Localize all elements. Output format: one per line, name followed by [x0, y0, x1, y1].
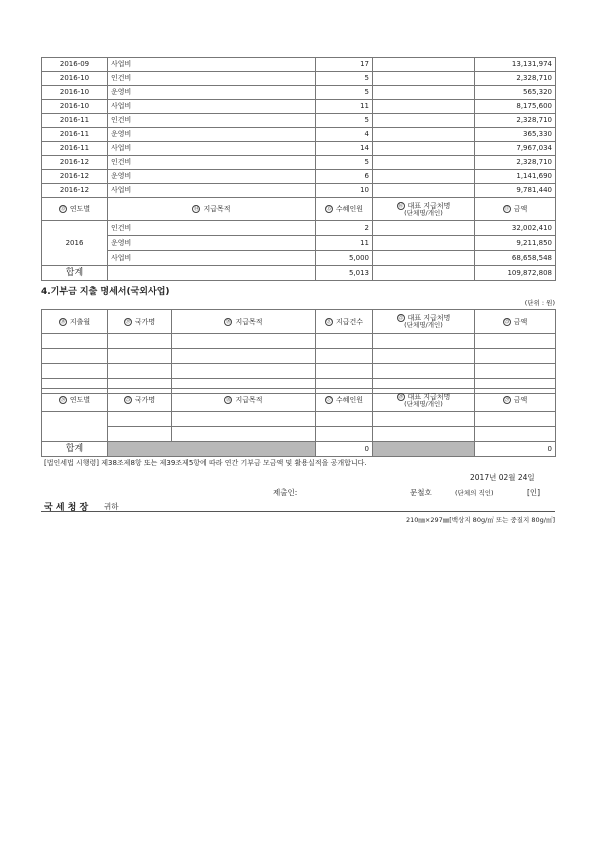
fh-count — [316, 310, 373, 334]
fh-country-num: ⑲ — [125, 318, 131, 325]
monthly-type: 운영비 — [108, 128, 316, 142]
yearly-count: 5,000 — [316, 251, 373, 266]
monthly-row — [42, 100, 556, 114]
fyh-payee — [373, 389, 475, 412]
fyh-recipients-label: 수혜인원 — [335, 396, 364, 404]
foreign-total-row — [42, 442, 556, 457]
fyh-purpose-num: ㉖ — [225, 397, 231, 403]
yearly-header-row — [42, 198, 556, 221]
blank-row — [42, 412, 556, 427]
fh-amount — [475, 310, 556, 334]
fyh-amount — [475, 389, 556, 412]
total-label: 합계 — [42, 266, 108, 281]
monthly-count: 5 — [316, 72, 373, 86]
foreign-total-label: 합계 — [42, 442, 108, 457]
total-amount: 109,872,808 — [475, 266, 556, 281]
header-payee-num: ⑯ — [398, 202, 404, 209]
monthly-month: 2016-10 — [42, 72, 108, 86]
monthly-month: 2016-10 — [42, 100, 108, 114]
monthly-type: 사업비 — [108, 184, 316, 198]
monthly-type: 운영비 — [108, 170, 316, 184]
monthly-payee — [373, 86, 475, 100]
monthly-payee — [373, 170, 475, 184]
fyh-year — [42, 389, 108, 412]
monthly-row — [42, 114, 556, 128]
header-purpose — [108, 198, 316, 221]
monthly-amount: 565,320 — [475, 86, 556, 100]
monthly-month: 2016-12 — [42, 156, 108, 170]
yearly-amount: 68,658,548 — [475, 251, 556, 266]
header-year-label: 연도별 — [69, 205, 91, 213]
monthly-month: 2016-11 — [42, 142, 108, 156]
fh-payee — [373, 310, 475, 334]
monthly-amount: 9,781,440 — [475, 184, 556, 198]
monthly-row — [42, 170, 556, 184]
header-payee-sub: (단체명/개인) — [404, 208, 443, 217]
section4-title: 4.기부금 지출 명세서(국외사업) — [41, 287, 170, 297]
yearly-row — [42, 221, 556, 236]
monthly-row — [42, 142, 556, 156]
recipient: 국 세 청 장 — [44, 503, 89, 513]
yearly-payee — [373, 221, 475, 236]
monthly-amount: 2,328,710 — [475, 72, 556, 86]
submitter-name: 문철호 — [410, 488, 432, 497]
monthly-type: 인건비 — [108, 114, 316, 128]
unit-label: (단위 : 원) — [524, 299, 555, 307]
yearly-row — [42, 251, 556, 266]
monthly-count: 5 — [316, 86, 373, 100]
monthly-row — [42, 128, 556, 142]
fyh-payee-sub: (단체명/개인) — [404, 399, 443, 408]
yearly-type: 인건비 — [108, 221, 316, 236]
header-purpose-label: 지급목적 — [203, 205, 231, 213]
header-year — [42, 198, 108, 221]
fh-payee-sub: (단체명/개인) — [404, 321, 443, 329]
monthly-count: 6 — [316, 170, 373, 184]
submitter-label: 제출인: — [273, 488, 298, 497]
header-recipients — [316, 198, 373, 221]
fh-country-label: 국가명 — [134, 317, 156, 326]
fh-count-num: ㉑ — [326, 318, 332, 325]
monthly-type: 인건비 — [108, 156, 316, 170]
monthly-amount: 365,330 — [475, 128, 556, 142]
submission-date: 2017년 02월 24일 — [470, 473, 535, 482]
monthly-type: 운영비 — [108, 86, 316, 100]
fh-payee-num: ㉒ — [398, 315, 404, 321]
law-text: [법인세법 시행령] 제38조제8항 또는 제39조제5항에 따라 연간 기부금 모금액 및 활용실적을 공개합니다. — [44, 459, 367, 467]
total-row — [42, 266, 556, 281]
blank-row — [42, 427, 556, 442]
yearly-year: 2016 — [42, 221, 108, 266]
yearly-count: 2 — [316, 221, 373, 236]
seal-mark: [인] — [527, 488, 541, 497]
header-payee-label: 대표 지급처명 — [407, 201, 451, 210]
monthly-row — [42, 86, 556, 100]
monthly-row — [42, 156, 556, 170]
fh-purpose-label: 지급목적 — [235, 317, 263, 326]
fyh-country — [108, 389, 172, 412]
footer-divider — [41, 511, 555, 512]
foreign-total-shaded — [108, 442, 316, 457]
monthly-count: 10 — [316, 184, 373, 198]
monthly-count: 11 — [316, 100, 373, 114]
fyh-recipients-num: ㉗ — [326, 397, 332, 403]
monthly-type: 사업비 — [108, 58, 316, 72]
submitter-role: (단체의 직인) — [455, 489, 494, 497]
monthly-amount: 13,131,974 — [475, 58, 556, 72]
monthly-count: 5 — [316, 114, 373, 128]
fh-amount-label: 금액 — [513, 317, 528, 326]
paper-spec: 210㎜×297㎜[백상지 80g/㎡ 또는 중질지 80g/㎡] — [405, 516, 555, 524]
yearly-payee — [373, 251, 475, 266]
header-amount-num: ⑰ — [504, 206, 510, 212]
fyh-year-num: ㉔ — [60, 397, 66, 403]
monthly-count: 14 — [316, 142, 373, 156]
monthly-month: 2016-10 — [42, 86, 108, 100]
yearly-row — [42, 236, 556, 251]
monthly-amount: 7,967,034 — [475, 142, 556, 156]
fh-month-label: 지출월 — [69, 317, 91, 326]
fh-month — [42, 310, 108, 334]
monthly-month: 2016-12 — [42, 184, 108, 198]
fh-purpose-num: ⑳ — [225, 318, 231, 325]
monthly-type: 인건비 — [108, 72, 316, 86]
monthly-count: 5 — [316, 156, 373, 170]
blank-row — [42, 364, 556, 379]
fh-amount-num: ㉓ — [504, 318, 510, 325]
foreign-total-amount: 0 — [475, 442, 556, 457]
header-purpose-num: ⑭ — [193, 206, 199, 212]
fyh-payee-label: 대표 지급처명 — [407, 392, 451, 401]
fyh-year-label: 연도별 — [69, 396, 91, 404]
yearly-amount: 32,002,410 — [475, 221, 556, 236]
domestic-expenditure-table — [41, 57, 556, 281]
header-amount — [475, 198, 556, 221]
monthly-amount: 1,141,690 — [475, 170, 556, 184]
fyh-purpose — [172, 389, 316, 412]
total-count: 5,013 — [316, 266, 373, 281]
monthly-payee — [373, 58, 475, 72]
monthly-amount: 8,175,600 — [475, 100, 556, 114]
header-recipients-num: ⑮ — [326, 206, 332, 212]
monthly-payee — [373, 128, 475, 142]
monthly-amount: 2,328,710 — [475, 114, 556, 128]
fyh-purpose-label: 지급목적 — [235, 396, 263, 404]
monthly-type: 사업비 — [108, 100, 316, 114]
total-payee — [373, 266, 475, 281]
monthly-payee — [373, 156, 475, 170]
yearly-payee — [373, 236, 475, 251]
honorific: 귀하 — [104, 502, 119, 511]
header-year-num: ⑬ — [60, 206, 66, 212]
blank-row — [42, 334, 556, 349]
foreign-header-row — [42, 310, 556, 334]
yearly-type: 사업비 — [108, 251, 316, 266]
foreign-expenditure-table — [41, 309, 556, 394]
monthly-count: 17 — [316, 58, 373, 72]
fh-month-num: ⑱ — [60, 318, 66, 325]
yearly-amount: 9,211,850 — [475, 236, 556, 251]
fyh-payee-num: ㉘ — [398, 393, 404, 400]
header-payee — [373, 198, 475, 221]
monthly-month: 2016-09 — [42, 58, 108, 72]
monthly-payee — [373, 72, 475, 86]
fh-purpose — [172, 310, 316, 334]
monthly-payee — [373, 100, 475, 114]
fyh-recipients — [316, 389, 373, 412]
fyh-amount-label: 금액 — [513, 396, 528, 404]
monthly-month: 2016-12 — [42, 170, 108, 184]
foreign-yearly-table — [41, 388, 556, 457]
blank-row — [42, 349, 556, 364]
monthly-payee — [373, 142, 475, 156]
fyh-country-label: 국가명 — [134, 396, 156, 404]
monthly-count: 4 — [316, 128, 373, 142]
yearly-count: 11 — [316, 236, 373, 251]
monthly-row — [42, 58, 556, 72]
header-recipients-label: 수혜인원 — [335, 205, 364, 213]
fyh-country-num: ㉕ — [125, 397, 131, 403]
total-purpose — [108, 266, 316, 281]
fh-payee-label: 대표 지급처명 — [407, 314, 451, 322]
monthly-month: 2016-11 — [42, 114, 108, 128]
fh-count-label: 지급건수 — [335, 317, 364, 326]
monthly-row — [42, 184, 556, 198]
foreign-yearly-header-row — [42, 389, 556, 412]
monthly-month: 2016-11 — [42, 128, 108, 142]
fyh-amount-num: ㉙ — [504, 397, 510, 403]
monthly-payee — [373, 184, 475, 198]
monthly-type: 사업비 — [108, 142, 316, 156]
monthly-payee — [373, 114, 475, 128]
fh-country — [108, 310, 172, 334]
foreign-total-count: 0 — [316, 442, 373, 457]
foreign-total-payee-shaded — [373, 442, 475, 457]
yearly-type: 운영비 — [108, 236, 316, 251]
header-amount-label: 금액 — [513, 205, 528, 213]
monthly-amount: 2,328,710 — [475, 156, 556, 170]
monthly-row — [42, 72, 556, 86]
